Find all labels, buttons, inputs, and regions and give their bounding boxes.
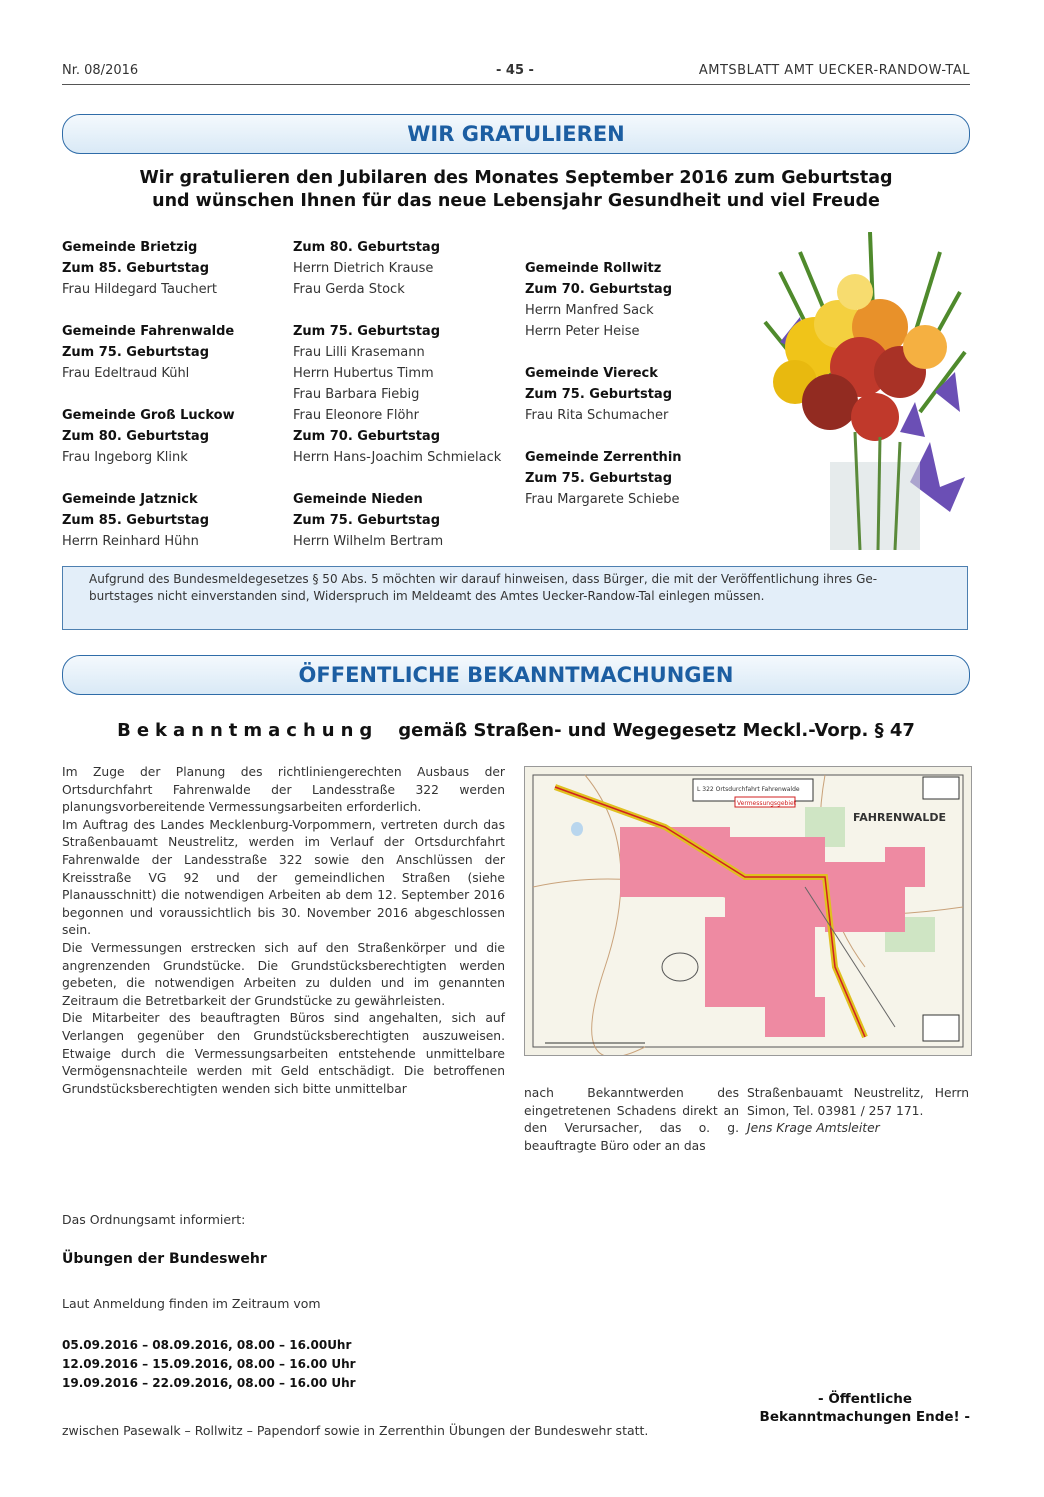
birthday-age: Zum 75. Geburtstag bbox=[525, 471, 673, 486]
person-name: Herrn Peter Heise bbox=[525, 324, 640, 339]
intro-line: und wünschen Ihnen für das neue Lebensjahr Gesundheit und viel Freude bbox=[152, 191, 880, 211]
birthday-age: Zum 85. Geburtstag bbox=[62, 261, 210, 276]
heading-rest: gemäß Straßen- und Wegegesetz Meckl.-Vorp. § 47 bbox=[398, 720, 915, 741]
map-town-label: FAHRENWALDE bbox=[853, 811, 946, 824]
municipality: Gemeinde Nieden bbox=[293, 492, 423, 507]
birthday-column-3 bbox=[525, 258, 745, 510]
contact-info: Straßenbauamt Neustrelitz, Herrn Simon, Tel. 03981 / 257 171. bbox=[747, 1086, 969, 1118]
birthday-age: Zum 80. Geburtstag bbox=[293, 240, 441, 255]
exercise-date: 05.09.2016 – 08.09.2016, 08.00 – 16.00Uhr bbox=[62, 1338, 352, 1352]
birthday-age: Zum 70. Geburtstag bbox=[525, 282, 673, 297]
map-survey-label: Vermessungsgebiet bbox=[737, 800, 797, 807]
signature: Jens Krage Amtsleiter bbox=[747, 1121, 880, 1136]
article-column-2: nach Bekanntwerden des eingetretenen Schadens direkt an den Verursacher, das o. g. beauftragte Büro oder an das bbox=[524, 1086, 739, 1153]
birthday-age: Zum 70. Geburtstag bbox=[293, 429, 441, 444]
section-title: ÖFFENTLICHE BEKANNTMACHUNGEN bbox=[298, 663, 734, 687]
municipality: Gemeinde Groß Luckow bbox=[62, 408, 235, 423]
map-title-label: L 322 Ortsdurchfahrt Fahrenwalde bbox=[697, 786, 800, 793]
intro-line: Wir gratulieren den Jubilaren des Monates September 2016 zum Geburtstag bbox=[139, 168, 893, 188]
closing-line: - Öffentliche bbox=[818, 1391, 912, 1407]
ordnung-lead: Laut Anmeldung finden im Zeitraum vom bbox=[62, 1296, 321, 1311]
person-name: Frau Ingeborg Klink bbox=[62, 450, 188, 465]
exercise-date: 12.09.2016 – 15.09.2016, 08.00 – 16.00 Uhr bbox=[62, 1357, 356, 1371]
exercise-date: 19.09.2016 – 22.09.2016, 08.00 – 16.00 Uhr bbox=[62, 1376, 356, 1390]
birthday-column-1 bbox=[62, 237, 282, 552]
issue-number: Nr. 08/2016 bbox=[62, 63, 139, 78]
ordnung-title: Übungen der Bundeswehr bbox=[62, 1251, 267, 1267]
person-name: Herrn Reinhard Hühn bbox=[62, 534, 199, 549]
article-paragraph: Im Auftrag des Landes Mecklenburg-Vorpommern, vertreten durch das Straßenbauamt Neustrelitz, werden im Verlauf der Ortsdurchfahrt Fahrenwalde der Landesstraße 322 sowie den Anschlüssen der Kreisstraße VG 92 und der gemeindlichen Straßen (siehe Planausschnitt) die notwendigen Arbeiten ab dem 12. September 2016 begonnen und voraussichtlich bis 30. November 2016 abgeschlossen sein. bbox=[62, 817, 505, 938]
section-banner-bekanntmachungen bbox=[62, 655, 970, 695]
person-name: Herrn Hans-Joachim Schmielack bbox=[293, 450, 502, 465]
person-name: Herrn Dietrich Krause bbox=[293, 261, 434, 276]
municipality: Gemeinde Brietzig bbox=[62, 240, 198, 255]
article-paragraph: Die Vermessungen erstrecken sich auf den Straßenkörper und die angrenzenden Grundstücke. Die Grundstücksberechtigten werden gebeten, die notwendigen Arbeiten zu dulden und im genannten Zeitraum die Betretbarkeit der Grundstücke zu gewährleisten. bbox=[62, 940, 505, 1008]
birthday-age: Zum 85. Geburtstag bbox=[62, 513, 210, 528]
ordnung-end: zwischen Pasewalk – Rollwitz – Papendorf sowie in Zerrenthin Übungen der Bundeswehr statt. bbox=[62, 1423, 649, 1438]
birthday-age: Zum 75. Geburtstag bbox=[293, 513, 441, 528]
person-name: Frau Edeltraud Kühl bbox=[62, 366, 190, 381]
section-title: WIR GRATULIEREN bbox=[407, 122, 625, 146]
birthday-age: Zum 75. Geburtstag bbox=[62, 345, 210, 360]
article-paragraph: Die Mitarbeiter des beauftragten Büros sind angehalten, sich auf Verlangen gegenüber den Grundstücksberechtigten auszuweisen. Etwaige durch die Vermessungsarbeiten entstehende unmittelbare Vermögensnachteile werden mit Geld entschädigt. Die betroffenen Grundstücksberechtigten wenden sich bitte unmittelbar bbox=[62, 1011, 505, 1096]
flower-bouquet-image bbox=[760, 232, 970, 550]
exercise-dates bbox=[62, 1336, 356, 1393]
birthday-age: Zum 75. Geburtstag bbox=[525, 387, 673, 402]
person-name: Herrn Wilhelm Bertram bbox=[293, 534, 444, 549]
municipality: Gemeinde Fahrenwalde bbox=[62, 324, 235, 339]
article-paragraph: Im Zuge der Planung des richtliniengerechten Ausbaus der Ortsdurchfahrt Fahrenwalde der Landesstraße 322 werden planungsvorbereitende Vermessungsarbeiten erforderlich. bbox=[62, 765, 505, 815]
person-name: Frau Eleonore Flöhr bbox=[293, 408, 420, 423]
page-number: - 45 - bbox=[496, 63, 534, 78]
heading-spaced: Bekanntmachung bbox=[117, 720, 379, 741]
paper-title: AMTSBLATT AMT UECKER-RANDOW-TAL bbox=[698, 63, 970, 78]
person-name: Herrn Manfred Sack bbox=[525, 303, 654, 318]
person-name: Frau Margarete Schiebe bbox=[525, 492, 680, 507]
intro-text bbox=[62, 167, 970, 213]
closing-note bbox=[740, 1390, 970, 1426]
birthday-age: Zum 75. Geburtstag bbox=[293, 324, 441, 339]
birthday-column-2 bbox=[293, 237, 518, 552]
announcement-heading bbox=[62, 720, 970, 741]
data-protection-notice: Aufgrund des Bundesmeldegesetzes § 50 Abs. 5 möchten wir darauf hinweisen, dass Bürger, die mit der Veröffentlichung ihres Ge-burtstages nicht einverstanden sind, Widerspruch im Meldeamt des Amtes Uecker-Randow-Tal einlegen müssen. bbox=[62, 566, 968, 630]
article-column-3 bbox=[747, 1085, 969, 1138]
person-name: Frau Gerda Stock bbox=[293, 282, 405, 297]
birthday-age: Zum 80. Geburtstag bbox=[62, 429, 210, 444]
municipality: Gemeinde Jatznick bbox=[62, 492, 198, 507]
municipality: Gemeinde Zerrenthin bbox=[525, 450, 682, 465]
map-excerpt bbox=[524, 766, 972, 1056]
ordnung-intro: Das Ordnungsamt informiert: bbox=[62, 1212, 246, 1227]
municipality: Gemeinde Viereck bbox=[525, 366, 658, 381]
article-column-1 bbox=[62, 764, 505, 1098]
municipality: Gemeinde Rollwitz bbox=[525, 261, 662, 276]
person-name: Herrn Hubertus Timm bbox=[293, 366, 434, 381]
person-name: Frau Lilli Krasemann bbox=[293, 345, 425, 360]
person-name: Frau Hildegard Tauchert bbox=[62, 282, 218, 297]
person-name: Frau Barbara Fiebig bbox=[293, 387, 420, 402]
closing-line: Bekanntmachungen Ende! - bbox=[759, 1409, 970, 1425]
section-banner-gratulieren bbox=[62, 114, 970, 154]
person-name: Frau Rita Schumacher bbox=[525, 408, 669, 423]
header-divider bbox=[62, 84, 970, 85]
